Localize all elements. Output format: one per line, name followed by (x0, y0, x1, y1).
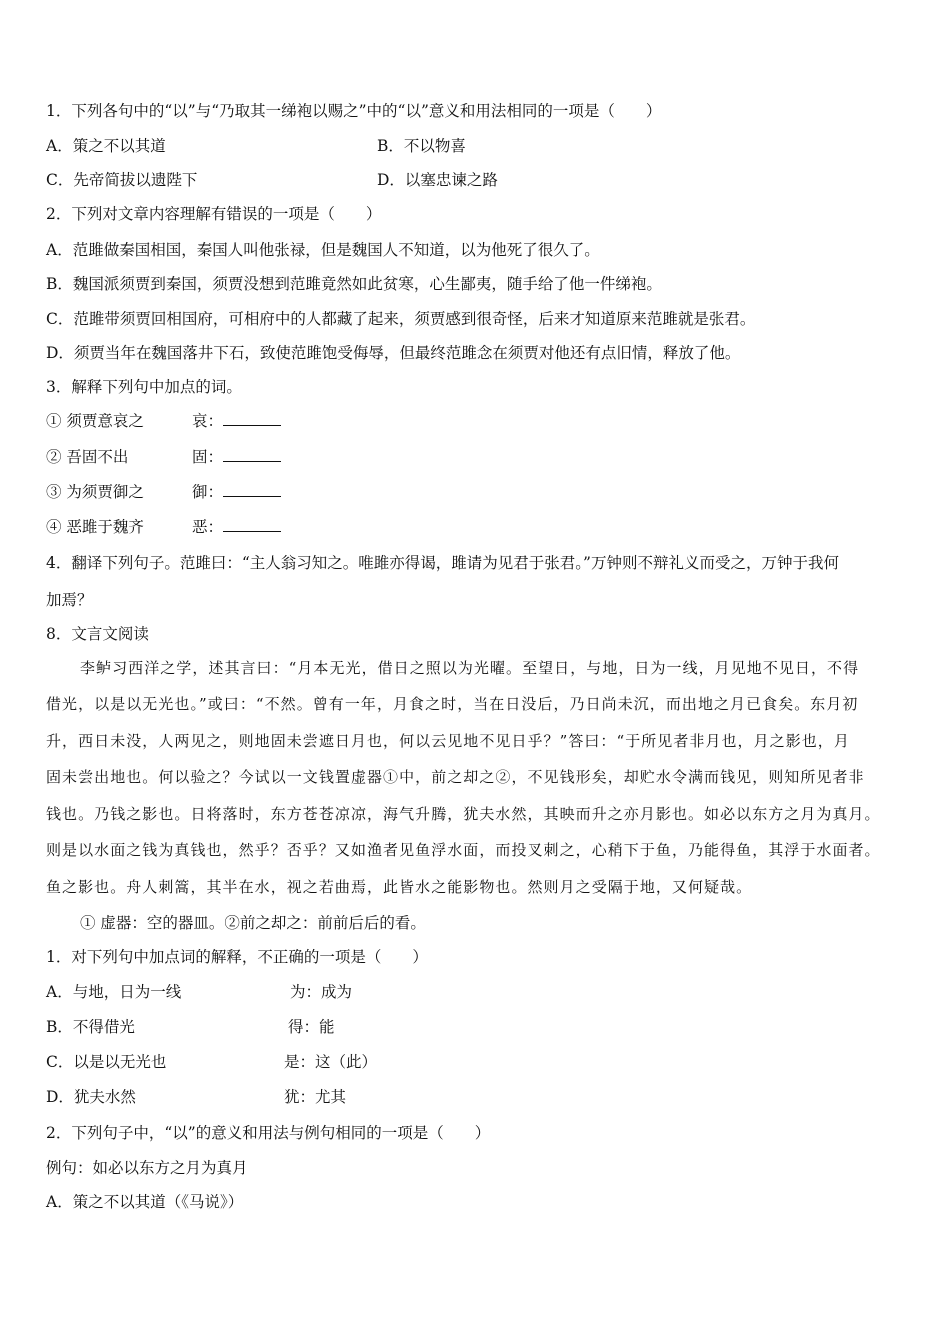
s8-q1-option (46, 982, 353, 1002)
s8-q1-option (46, 1052, 378, 1072)
s8-q1-option (46, 1087, 347, 1107)
q1-option-a: A．策之不以其道 (46, 137, 166, 155)
option-sentence: D．犹夫水然 (46, 1088, 136, 1106)
q3-item-answer: 御： (192, 482, 281, 502)
q1-option-d: D．以塞忠谏之路 (377, 171, 498, 189)
s8-q1-stem: 1．对下列句中加点词的解释，不正确的一项是（ ） (46, 948, 428, 966)
q2-option-b: B．魏国派须贾到秦国，须贾没想到范雎竟然如此贫寒，心生鄙夷，随手给了他一件绨袍。 (46, 275, 662, 293)
q2-option-a: A．范雎做秦国相国，秦国人叫他张禄，但是魏国人不知道，以为他死了很久了。 (46, 241, 600, 259)
q1-option-b: B．不以物喜 (377, 137, 466, 155)
passage-line: 固未尝出地也。何以验之？今试以一文钱置虚器①中，前之却之②，不见钱形矣，却贮水令满而钱见，则知所见者非 (46, 768, 865, 786)
q1-stem: 1．下列各句中的“以”与“乃取其一绨袍以赐之”中的“以”意义和用法相同的一项是（ ） (46, 102, 662, 120)
passage-line: 借光，以是以无光也。”或曰：“不然。曾有一年，月食之时，当在日没后，乃日尚未沉，而出地之月已食矣。东月初 (46, 695, 859, 713)
s8-q2-stem: 2．下列句子中，“以”的意义和用法与例句相同的一项是（ ） (46, 1124, 491, 1142)
option-sentence: B．不得借光 (46, 1018, 135, 1036)
option-gloss: 得：能 (288, 1018, 335, 1036)
q3-stem: 3．解释下列句中加点的词。 (46, 378, 242, 396)
option-sentence: C．以是以无光也 (46, 1053, 167, 1071)
answer-blank[interactable] (223, 447, 281, 462)
passage-line: 鱼之影也。舟人刺篙，其半在水，视之若曲焉，此皆水之能影物也。然则月之受隔于地，又何疑哉。 (46, 878, 753, 896)
q3-item-sentence: ④ 恶雎于魏齐 (46, 518, 144, 536)
answer-blank[interactable] (223, 517, 281, 532)
answer-blank[interactable] (223, 411, 281, 426)
q3-item-answer: 哀： (192, 411, 281, 431)
option-sentence: A．与地，日为一线 (46, 983, 182, 1001)
q3-item (46, 517, 224, 537)
q3-item (46, 482, 224, 502)
option-gloss: 是：这（此） (284, 1053, 378, 1071)
q1-option-c: C．先帝简拔以遗陛下 (46, 171, 198, 189)
option-gloss: 为：成为 (290, 983, 353, 1001)
q3-item-sentence: ② 吾固不出 (46, 448, 129, 466)
q2-option-c: C．范雎带须贾回相国府，可相府中的人都藏了起来，须贾感到很奇怪，后来才知道原来范雎就是张君。 (46, 310, 756, 328)
q3-item (46, 447, 224, 467)
s8-q2-option-a: A．策之不以其道（《马说》） (46, 1193, 244, 1211)
q3-item-sentence: ① 须贾意哀之 (46, 412, 144, 430)
q4-line-2: 加焉？ (46, 591, 93, 609)
passage-line: 钱也。乃钱之影也。日将落时，东方苍苍凉凉，海气升腾，犹夫水然，其映而升之亦月影也。如必以东方之月为真月。 (46, 805, 881, 823)
q4-line-1: 4．翻译下列句子。范雎曰：“主人翁习知之。唯雎亦得谒，雎请为见君于张君。”万钟则不辩礼义而受之，万钟于我何 (46, 554, 839, 572)
passage-line: 则是以水面之钱为真钱也，然乎？否乎？又如渔者见鱼浮水面，而投叉刺之，心稍下于鱼，乃能得鱼，其浮于水面者。 (46, 841, 881, 859)
q3-item (46, 411, 224, 431)
q2-stem: 2．下列对文章内容理解有错误的一项是（ ） (46, 205, 382, 223)
s8-q1-option (46, 1017, 335, 1037)
option-gloss: 犹：尤其 (284, 1088, 347, 1106)
passage-line: 升，西日未没，人两见之，则地固未尝遮日月也，何以云见地不见日乎？”答曰：“于所见者非月也，月之影也，月 (46, 732, 850, 750)
q3-item-answer: 恶： (192, 517, 281, 537)
q3-item-answer: 固： (192, 447, 281, 467)
footnote: ① 虚器：空的器皿。②前之却之：前前后后的看。 (80, 914, 426, 932)
s8-q2-example: 例句：如必以东方之月为真月 (46, 1159, 248, 1177)
q3-item-sentence: ③ 为须贾御之 (46, 483, 144, 501)
answer-blank[interactable] (223, 482, 281, 497)
section8-title: 8．文言文阅读 (46, 625, 149, 643)
q2-option-d: D．须贾当年在魏国落井下石，致使范雎饱受侮辱，但最终范雎念在须贾对他还有点旧情，释放了他。 (46, 344, 741, 362)
passage-line: 李鲈习西洋之学，述其言曰：“月本无光，借日之照以为光曜。至望日，与地，日为一线，月见地不见日，不得 (80, 659, 860, 677)
